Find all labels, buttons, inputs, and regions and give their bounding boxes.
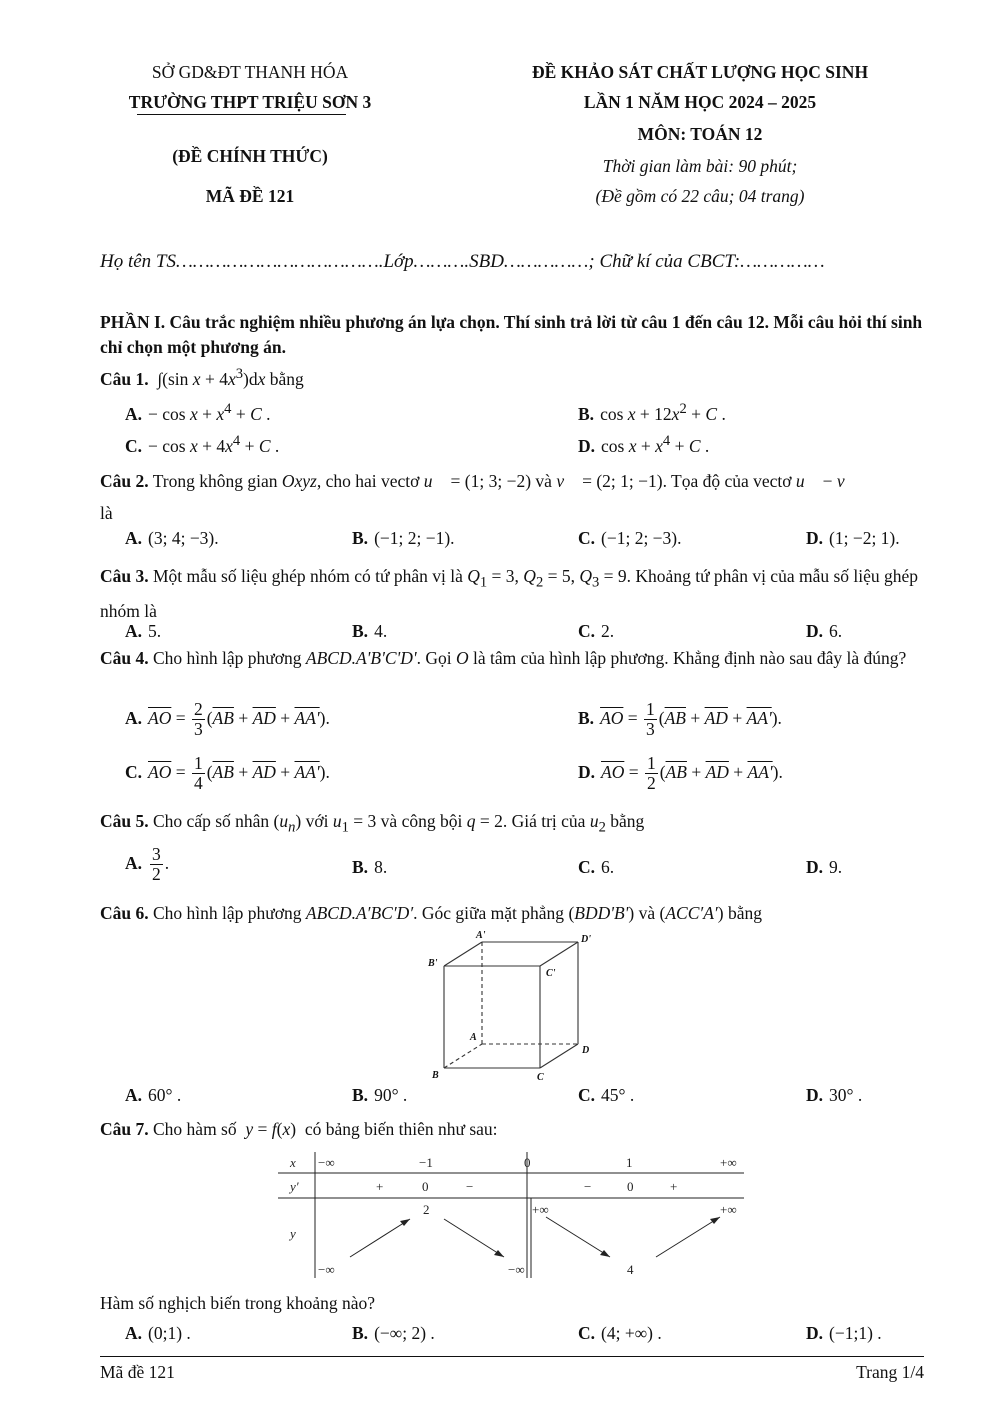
- footer-divider: [100, 1356, 924, 1357]
- table-y-5: +∞: [720, 1202, 737, 1217]
- q2-text-e: là: [100, 503, 113, 524]
- q5-option-b[interactable]: [352, 857, 387, 878]
- table-sign-2: −: [466, 1179, 474, 1194]
- q3-option-d-value: 6.: [829, 621, 843, 641]
- cube-label-b-prime: B': [428, 958, 438, 969]
- question-1: [100, 363, 924, 393]
- q5-text-a: Cho cấp số nhân: [153, 811, 270, 831]
- header-left-line4: MÃ ĐỀ 121: [205, 186, 295, 206]
- q7-text-b: có bảng biến thiên như sau:: [304, 1119, 498, 1139]
- header-left-line3: (ĐỀ CHÍNH THỨC): [172, 146, 328, 166]
- q2-option-d[interactable]: [806, 528, 900, 549]
- q7-option-d-value: (−1;1) .: [829, 1323, 882, 1343]
- q2-option-c-value: (−1; 2; −3).: [601, 528, 682, 548]
- q5-option-d-value: 9.: [829, 857, 843, 877]
- q7-option-d[interactable]: [806, 1323, 882, 1344]
- cube-label-a: A: [470, 1032, 477, 1043]
- q6-option-a[interactable]: [125, 1085, 181, 1106]
- q1-option-b[interactable]: B. $\cos x + 12x^2 + C$ .: [578, 401, 726, 424]
- q4-option-b-label: B.: [578, 707, 595, 728]
- q2-option-a-label: A.: [125, 528, 143, 548]
- q1-option-a-label: A.: [125, 403, 143, 424]
- table-x-3: 1: [626, 1155, 633, 1170]
- header-right-line3: MÔN: TOÁN 12: [637, 124, 763, 144]
- q5-option-a-label: A.: [125, 852, 143, 873]
- table-sign-5: +: [670, 1179, 678, 1194]
- cube-label-a-prime: A': [476, 930, 486, 941]
- question-3-label: Câu 3.: [100, 566, 149, 586]
- question-1-label: Câu 1.: [100, 368, 149, 389]
- q1-option-d-label: D.: [578, 435, 596, 456]
- q4-text-a: Cho hình lập phương: [153, 648, 302, 668]
- q5-text-c: và công bội: [380, 811, 463, 831]
- q6-text-b: . Góc giữa mặt phẳng: [413, 903, 565, 923]
- q2-option-d-label: D.: [806, 528, 824, 548]
- q2-text-b: , cho hai vectơ: [316, 471, 420, 491]
- q2-option-c-label: C.: [578, 528, 596, 548]
- q6-text-d: bằng: [727, 903, 762, 923]
- q6-option-d-label: D.: [806, 1085, 824, 1105]
- cube-label-d-prime: D': [581, 934, 591, 945]
- header-underline: [137, 114, 346, 115]
- q5-option-d-label: D.: [806, 857, 824, 877]
- footer-exam-code: Mã đề 121: [100, 1362, 175, 1382]
- q2-option-b-value: (−1; 2; −1).: [374, 528, 455, 548]
- q7-option-c-label: C.: [578, 1323, 596, 1343]
- q4-option-a-label: A.: [125, 707, 143, 728]
- table-x-label: x: [290, 1155, 296, 1170]
- variation-table: [278, 1150, 748, 1280]
- q3-option-b-label: B.: [352, 621, 369, 641]
- q7-option-b-value: (−∞; 2) .: [374, 1323, 435, 1343]
- q6-option-b-value: 90° .: [374, 1085, 408, 1105]
- table-x-4: +∞: [720, 1155, 737, 1170]
- q5-option-c-value: 6.: [601, 857, 615, 877]
- question-5-label: Câu 5.: [100, 811, 149, 831]
- header-left-line2: TRƯỜNG THPT TRIỆU SƠN 3: [128, 92, 372, 112]
- header-right-line1: ĐỀ KHẢO SÁT CHẤT LƯỢNG HỌC SINH: [531, 62, 869, 82]
- q3-option-a-value: 5.: [148, 621, 162, 641]
- cube-label-c: C: [537, 1072, 544, 1080]
- q6-text-a: Cho hình lập phương: [153, 903, 302, 923]
- footer-page-number: Trang 1/4: [856, 1362, 924, 1382]
- q5-option-d[interactable]: [806, 857, 842, 878]
- q4-option-c-label: C.: [125, 761, 143, 782]
- table-y-2: +∞: [532, 1202, 549, 1217]
- q3-option-a-label: A.: [125, 621, 143, 641]
- question-7: Câu 7. Cho hàm số y = f(x) có bảng biến thiên như sau:: [100, 1119, 498, 1139]
- q3-option-d[interactable]: [806, 621, 842, 642]
- q6-option-a-label: A.: [125, 1085, 143, 1105]
- q3-text-a: Một mẫu số liệu ghép nhóm có tứ phân vị là: [153, 566, 463, 586]
- q3-option-c[interactable]: [578, 621, 614, 642]
- q6-option-c-label: C.: [578, 1085, 596, 1105]
- q2-option-b-label: B.: [352, 528, 369, 548]
- q5-option-c-label: C.: [578, 857, 596, 877]
- header-left-line1: SỞ GD&ĐT THANH HÓA: [151, 62, 349, 82]
- table-yp-label: y′: [290, 1179, 299, 1194]
- table-x-2: 0: [524, 1155, 531, 1170]
- q1-option-a[interactable]: A. − $\cos x + x^4 + C$ .: [125, 401, 271, 424]
- cube-figure: [420, 928, 610, 1080]
- q7-option-b[interactable]: [352, 1323, 435, 1344]
- q2-text-d: . Tọa độ của vectơ: [662, 471, 792, 491]
- cube-label-c-prime: C': [546, 968, 556, 979]
- q3-text-b: . Khoảng tứ phân vị của mẫu số liệu ghép nhóm là: [100, 566, 919, 621]
- table-x-0: −∞: [318, 1155, 335, 1170]
- q5-text-d: . Giá trị của: [502, 811, 586, 831]
- q6-option-d-value: 30° .: [829, 1085, 863, 1105]
- q2-option-a-value: (3; 4; −3).: [148, 528, 219, 548]
- q2-option-c[interactable]: [578, 528, 682, 549]
- header-right-line5: (Đề gồm có 22 câu; 04 trang): [595, 186, 805, 206]
- question-2-label: Câu 2.: [100, 471, 149, 491]
- q6-option-c[interactable]: [578, 1085, 634, 1106]
- q7-option-b-label: B.: [352, 1323, 369, 1343]
- q2-text-c: và: [535, 471, 552, 491]
- table-sign-4: 0: [627, 1179, 634, 1194]
- question-3: Câu 3. Một mẫu số liệu ghép nhóm có tứ phân vị là $Q_1 = 3$, $Q_2 = 5$, $Q_3 = 9$. Khoảng tứ phân vị của mẫu số liệu ghép nhóm là: [100, 566, 919, 621]
- q6-option-c-value: 45° .: [601, 1085, 635, 1105]
- question-7-label: Câu 7.: [100, 1119, 149, 1139]
- q4-option-d-label: D.: [578, 761, 596, 782]
- table-sign-0: +: [376, 1179, 384, 1194]
- q7-option-a[interactable]: [125, 1323, 191, 1344]
- cube-label-b: B: [432, 1070, 439, 1080]
- q1-option-d[interactable]: D. $\cos x + x^4 + C$ .: [578, 433, 710, 456]
- q5-option-b-value: 8.: [374, 857, 388, 877]
- q7-option-d-label: D.: [806, 1323, 824, 1343]
- q1-option-c-label: C.: [125, 435, 143, 456]
- section-title: PHẦN I. Câu trắc nghiệm nhiều phương án lựa chọn. Thí sinh trả lời từ câu 1 đến câu 12. Mỗi câu hỏi thí sinh chỉ chọn một phương án.: [100, 312, 923, 357]
- q6-option-d[interactable]: [806, 1085, 862, 1106]
- header-right-line2: LẦN 1 NĂM HỌC 2024 – 2025: [583, 92, 817, 112]
- q2-option-b[interactable]: [352, 528, 455, 549]
- table-sign-1: 0: [422, 1179, 429, 1194]
- q4-option-c[interactable]: C. $\overline{AO}$ = $\frac{1}{4}$ $(\overline{AB} + \overline{AD} + AA')$.: [125, 753, 330, 794]
- q6-text-c: và: [638, 903, 656, 923]
- q5-option-b-label: B.: [352, 857, 369, 877]
- question-6: Câu 6. Cho hình lập phương ABCD.A′BC′D′. Góc giữa mặt phẳng (BDD'B') và (ACC′A′) bằng: [100, 903, 762, 923]
- question-4-label: Câu 4.: [100, 648, 149, 668]
- q3-option-d-label: D.: [806, 621, 824, 641]
- q4-option-d[interactable]: D. $\overline{AO}$ = $\frac{1}{2}$ $(\overline{AB} + \overline{AD} + AA')$.: [578, 753, 783, 794]
- q2-text-a: Trong không gian: [152, 471, 278, 491]
- q6-option-b[interactable]: [352, 1085, 407, 1106]
- q7-option-c[interactable]: [578, 1323, 662, 1344]
- table-x-1: −1: [419, 1155, 433, 1170]
- q1-option-c[interactable]: C. − $\cos x + 4x^4 + C$ .: [125, 433, 280, 456]
- q5-text-e: bằng: [610, 811, 645, 831]
- table-y-1: 2: [423, 1202, 430, 1217]
- q3-option-b-value: 4.: [374, 621, 388, 641]
- q6-option-a-value: 60° .: [148, 1085, 182, 1105]
- q4-option-b[interactable]: B. $\overline{AO}$ = $\frac{1}{3}$ $(\overline{AB} + \overline{AD} + AA')$.: [578, 699, 782, 740]
- question-4: Câu 4. Cho hình lập phương ABCD.A'B'C'D'. Gọi O là tâm của hình lập phương. Khẳng định nào sau đây là đúng?: [100, 648, 907, 668]
- q7-option-a-value: (0;1) .: [148, 1323, 191, 1343]
- q7-text-a: Cho hàm số: [153, 1119, 237, 1139]
- q3-option-b[interactable]: [352, 621, 387, 642]
- q3-option-a[interactable]: [125, 621, 161, 642]
- q4-text-b: . Gọi: [416, 648, 452, 668]
- header-right-line4: Thời gian làm bài: 90 phút;: [602, 156, 798, 176]
- q7-option-a-label: A.: [125, 1323, 143, 1343]
- q3-option-c-label: C.: [578, 621, 596, 641]
- candidate-info-line: Họ tên TS……………………………….Lớp……….SBD……………; Chữ kí của CBCT:……………: [100, 251, 825, 272]
- question-1-integral: ∫(sin $x + 4x^3)dx$ bằng: [153, 366, 304, 389]
- table-y-4: 4: [627, 1262, 634, 1277]
- q4-text-c: là tâm của hình lập phương. Khẳng định nào sau đây là đúng?: [473, 648, 907, 668]
- q2-option-d-value: (1; −2; 1).: [829, 528, 900, 548]
- q5-option-c[interactable]: [578, 857, 614, 878]
- q5-text-b: với: [305, 811, 329, 831]
- q1-option-b-label: B.: [578, 403, 595, 424]
- question-5: Câu 5. Cho cấp số nhân $(u_n)$ với $u_1 = 3$ và công bội q = 2. Giá trị của $u_2$ bằng: [100, 811, 645, 836]
- table-y-3: −∞: [508, 1262, 525, 1277]
- q7-question: Hàm số nghịch biến trong khoảng nào?: [100, 1293, 376, 1313]
- q3-option-c-value: 2.: [601, 621, 615, 641]
- q7-option-c-value: (4; +∞) .: [601, 1323, 662, 1343]
- table-y-label: y: [290, 1226, 296, 1241]
- q2-option-a[interactable]: [125, 528, 219, 549]
- q4-option-a[interactable]: A. $\overline{AO}$ = $\frac{2}{3}$ $(\overline{AB} + \overline{AD} + AA')$.: [125, 699, 330, 740]
- question-6-label: Câu 6.: [100, 903, 149, 923]
- question-2: Câu 2. Trong không gian Oxyz, cho hai vectơ u⃗ = (1; 3; −2) và v⃗ = (2; 1; −1). Tọa độ của vectơ u⃗ − v⃗ là: [100, 471, 859, 524]
- cube-label-d: D: [582, 1045, 590, 1056]
- table-y-0: −∞: [318, 1262, 335, 1277]
- q6-option-b-label: B.: [352, 1085, 369, 1105]
- table-sign-3: −: [584, 1179, 592, 1194]
- q5-option-a[interactable]: A. $\frac{3}{2}$ .: [125, 844, 170, 885]
